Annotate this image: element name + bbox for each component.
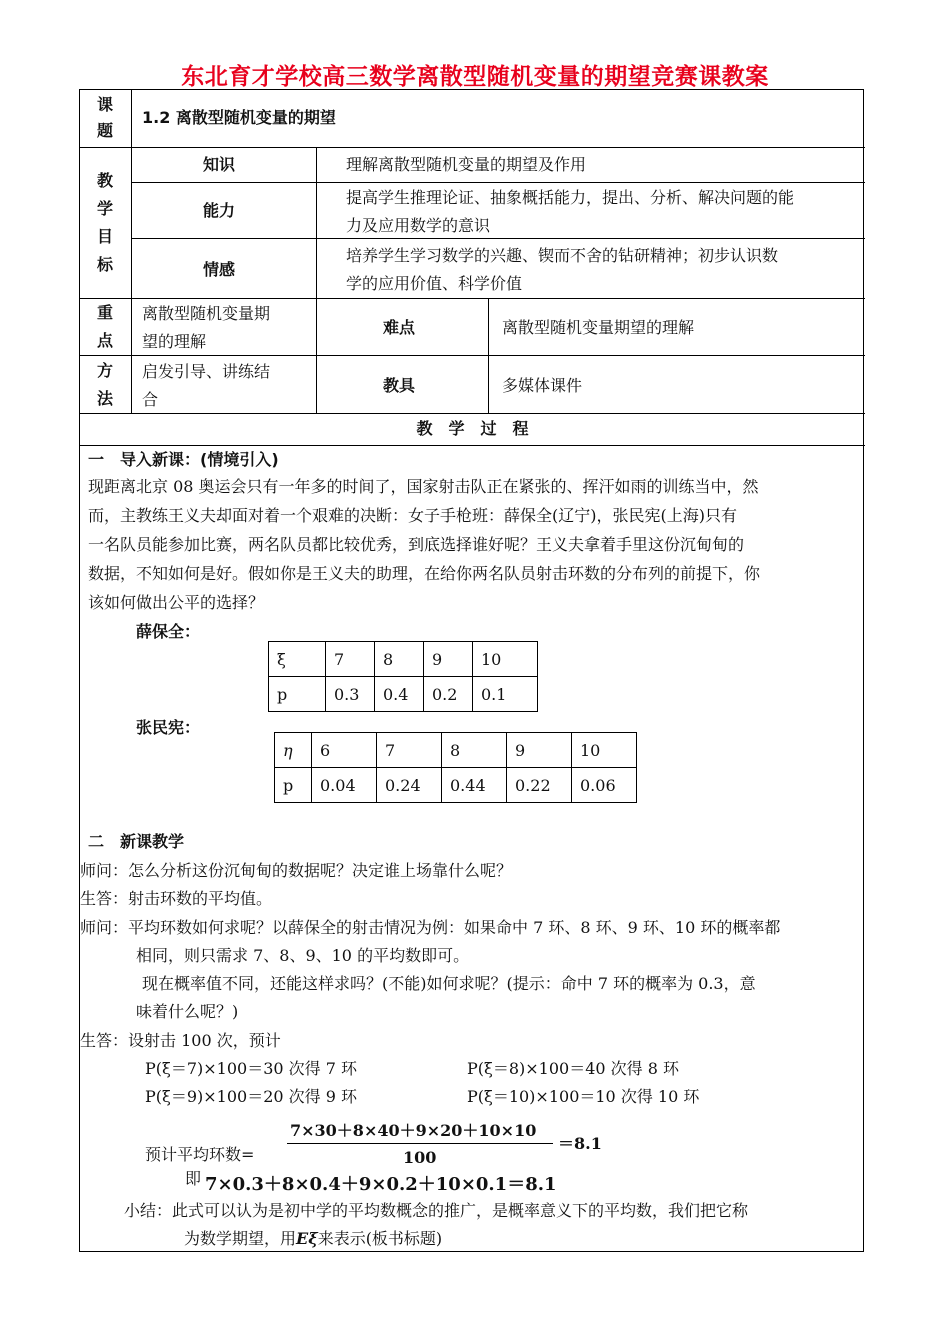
table-cell: 8: [442, 733, 507, 768]
table-cell: 6: [312, 733, 377, 768]
goal-emotion-text-1: 培养学生学习数学的兴趣、锲而不舍的钻研精神；初步认识数: [346, 246, 779, 265]
summary-text-a: 为数学期望，用: [184, 1229, 297, 1248]
table-cell: ξ: [269, 642, 326, 677]
section1-heading: 一 导入新课：(情境引入): [88, 450, 279, 469]
table-cell: 0.44: [442, 768, 507, 803]
section1-line-3: 一名队员能参加比赛，两名队员都比较优秀，到底选择谁好呢？王义夫拿着手里这份沉甸甸的: [88, 535, 745, 554]
student-answer-1: 生答：射击环数的平均值。: [80, 889, 273, 908]
goals-label-4: 标: [96, 255, 113, 274]
table-cell: 0.1: [473, 677, 538, 712]
topic-label-1: 课: [96, 95, 113, 114]
method-label-2: 法: [96, 389, 113, 408]
fraction-bar: [287, 1143, 553, 1144]
difficulty-value: 离散型随机变量期望的理解: [502, 318, 695, 337]
topic-label-2: 题: [96, 121, 113, 140]
tools-value: 多媒体课件: [502, 376, 583, 395]
table-cell: η: [275, 733, 312, 768]
teacher-question-3a: 现在概率值不同，还能这样求吗？(不能)如何求呢？(提示：命中 7 环的概率为 0.3，意: [142, 974, 756, 993]
section2-heading: 二 新课教学: [88, 832, 185, 851]
goal-emotion-label: 情感: [203, 260, 236, 279]
eta-distribution-table: [274, 732, 637, 803]
table-cell: 0.06: [572, 768, 637, 803]
goals-label-2: 学: [96, 199, 113, 218]
average-label: 预计平均环数=: [145, 1145, 255, 1164]
table-cell: 0.2: [424, 677, 473, 712]
table-row: [275, 733, 637, 768]
section1-line-1: 现距离北京 08 奥运会只有一年多的时间了，国家射击队正在紧张的、挥汗如雨的训练当中，然: [88, 477, 759, 496]
tools-label: 教具: [383, 376, 416, 395]
method-2: 合: [142, 390, 159, 409]
goal-emotion-text-2: 学的应用价值、科学价值: [346, 274, 523, 293]
ji-label: 即: [185, 1169, 202, 1188]
table-row: [269, 642, 538, 677]
section1-line-4: 数据，不知如何是好。假如你是王义夫的助理，在给你两名队员射击环数的分布列的前提下，你: [88, 564, 761, 583]
goal-ability-text-1: 提高学生推理论证、抽象概括能力，提出、分析、解决问题的能: [346, 188, 795, 207]
summary-line-1: 小结：此式可以认为是初中学的平均数概念的推广，是概率意义下的平均数，我们把它称: [124, 1201, 749, 1220]
table-cell: 9: [507, 733, 572, 768]
table-cell: p: [275, 768, 312, 803]
teacher-question-2b: 相同，则只需求 7、8、9、10 的平均数即可。: [136, 946, 470, 965]
goals-label-1: 教: [96, 171, 113, 190]
table-cell: 7: [326, 642, 375, 677]
table-cell: 10: [572, 733, 637, 768]
table-cell: 8: [375, 642, 424, 677]
table-cell: 0.3: [326, 677, 375, 712]
method-label-1: 方: [96, 361, 113, 380]
player1-name: 薛保全：: [136, 622, 201, 641]
key-point-2: 望的理解: [142, 332, 207, 351]
section1-line-5: 该如何做出公平的选择？: [88, 593, 265, 612]
process-heading: 教 学 过 程: [416, 419, 529, 438]
fraction-denominator: 100: [403, 1148, 437, 1167]
key-point-1: 离散型随机变量期: [142, 304, 271, 323]
goal-knowledge-label: 知识: [203, 155, 236, 174]
document-title: 东北育才学校高三数学离散型随机变量的期望竞赛课教案: [181, 64, 769, 90]
summary-line-2: [184, 1224, 442, 1253]
fraction-result: ＝8.1: [558, 1134, 602, 1153]
xi-distribution-table: [268, 641, 538, 712]
table-row: [269, 677, 538, 712]
player2-name: 张民宪：: [136, 718, 201, 737]
table-cell: 7: [377, 733, 442, 768]
table-cell: 10: [473, 642, 538, 677]
table-cell: 0.22: [507, 768, 572, 803]
fraction-numerator: 7×30＋8×40＋9×20＋10×10: [290, 1121, 537, 1140]
calc-line-1: P(ξ＝7)×100＝30 次得 7 环: [145, 1059, 357, 1078]
table-row: [275, 768, 637, 803]
teacher-question-3b: 味着什么呢？): [136, 1002, 239, 1021]
key-label-2: 点: [96, 331, 113, 350]
goal-ability-text-2: 力及应用数学的意识: [346, 216, 491, 235]
table-cell: 0.04: [312, 768, 377, 803]
teacher-question-2a: 师问：平均环数如何求呢？以薛保全的射击情况为例：如果命中 7 环、8 环、9 环、10 环的概率都: [80, 918, 781, 937]
expectation-symbol: Eξ: [296, 1229, 318, 1248]
student-answer-2: 生答：设射击 100 次，预计: [80, 1031, 281, 1050]
goal-knowledge-text: 理解离散型随机变量的期望及作用: [346, 155, 587, 174]
table-cell: 9: [424, 642, 473, 677]
summary-text-b: 来表示(板书标题): [317, 1229, 443, 1248]
key-label-1: 重: [96, 303, 113, 322]
calc-line-4: P(ξ＝10)×100＝10 次得 10 环: [467, 1087, 700, 1106]
goals-label-3: 目: [96, 227, 113, 246]
difficulty-label: 难点: [383, 318, 416, 337]
table-cell: p: [269, 677, 326, 712]
goal-ability-label: 能力: [203, 201, 236, 220]
table-cell: 0.4: [375, 677, 424, 712]
calc-line-3: P(ξ＝9)×100＝20 次得 9 环: [145, 1087, 357, 1106]
section1-line-2: 而，主教练王义夫却面对着一个艰难的决断：女子手枪班：薛保全(辽宁)，张民宪(上海)只有: [88, 506, 737, 525]
teacher-question-1: 师问：怎么分析这份沉甸甸的数据呢？决定谁上场靠什么呢？: [80, 861, 513, 880]
method-1: 启发引导、讲练结: [142, 362, 271, 381]
topic-value: 1.2 离散型随机变量的期望: [142, 108, 336, 127]
expectation-formula: 7×0.3＋8×0.4＋9×0.2＋10×0.1＝8.1: [205, 1174, 557, 1195]
table-cell: 0.24: [377, 768, 442, 803]
calc-line-2: P(ξ＝8)×100＝40 次得 8 环: [467, 1059, 679, 1078]
